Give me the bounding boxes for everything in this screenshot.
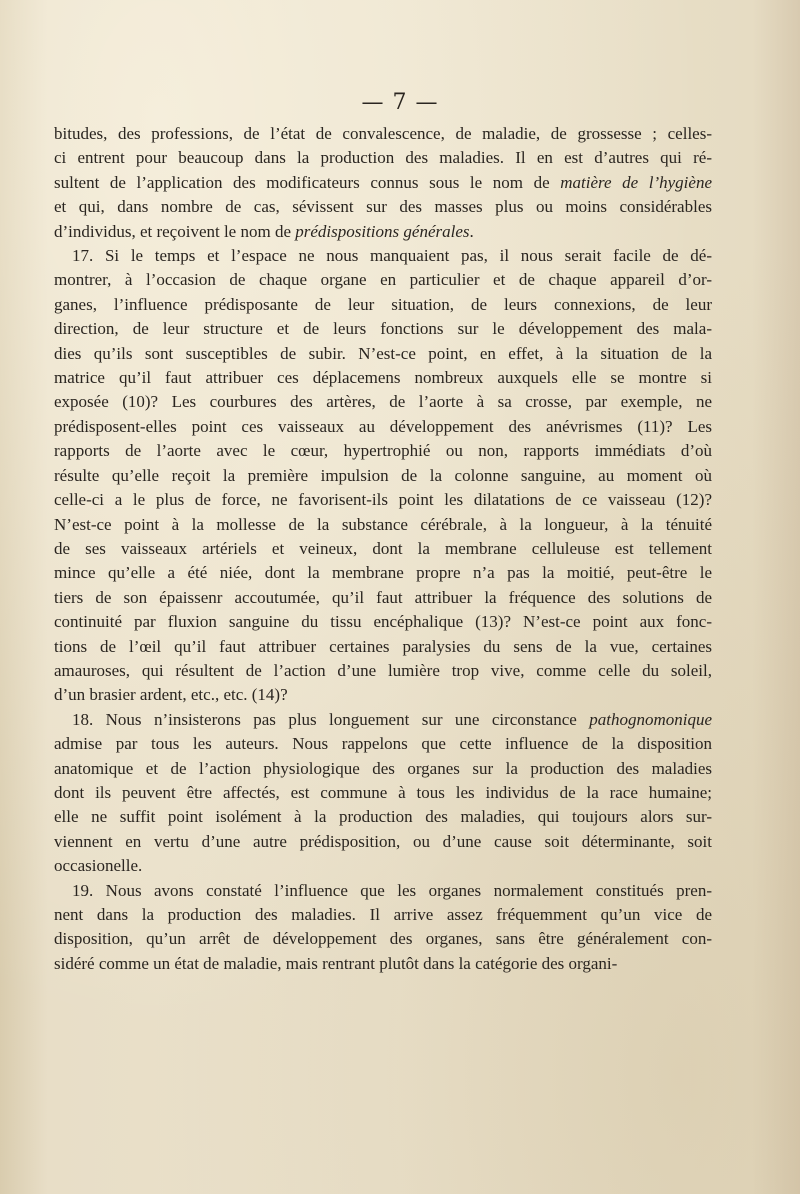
italic-term: prédispositions générales xyxy=(295,221,470,241)
text-line xyxy=(54,757,712,781)
text-line xyxy=(54,293,712,317)
body-text xyxy=(54,122,712,976)
text-line xyxy=(54,464,712,488)
text-line xyxy=(54,513,712,537)
text-line xyxy=(54,415,712,439)
text-line xyxy=(54,439,712,463)
text-run: mince qu’elle a été niée, dont la membrane propre n’a pas la moitié, peut-être le xyxy=(54,563,712,583)
text-run: celle-ci a le plus de force, ne favorisent-ils point les dilatations de ce vaisseau (12)? xyxy=(54,490,712,510)
text-run: d’individus, et reçoivent le nom de xyxy=(54,221,296,241)
text-run: continuité par fluxion sanguine du tissu encéphalique (13)? N’est-ce point aux fonc- xyxy=(54,612,712,632)
text-run: 17. Si le temps et l’espace ne nous manquaient pas, il nous serait facile de dé- xyxy=(72,246,712,266)
text-line xyxy=(54,488,712,512)
text-run: ganes, l’influence prédisposante de leur situation, de leurs connexions, de leur xyxy=(54,294,712,314)
text-run: sidéré comme un état de maladie, mais rentrant plutôt dans la catégorie des organi- xyxy=(54,953,618,973)
text-line xyxy=(54,903,712,927)
text-run: matrice qu’il faut attribuer ces déplacemens nombreux auxquels elle se montre si xyxy=(54,368,712,388)
text-line xyxy=(54,635,712,659)
paragraph-p18 xyxy=(54,708,712,879)
text-run: . xyxy=(469,221,474,241)
text-run: de ses vaisseaux artériels et veineux, dont la membrane celluleuse est tellement xyxy=(54,538,712,558)
text-line xyxy=(54,390,712,414)
text-run: dont ils peuvent être affectés, est commune à tous les individus de la race humaine; xyxy=(54,782,712,802)
italic-term: pathognomonique xyxy=(589,709,712,729)
text-line xyxy=(54,268,712,292)
text-run: nent dans la production des maladies. Il arrive assez fréquemment qu’un vice de xyxy=(54,905,712,924)
paragraph-p17 xyxy=(54,244,712,708)
text-run: bitudes, des professions, de l’état de convalescence, de maladie, de grossesse ; celles- xyxy=(54,124,712,143)
text-run: 19. Nous avons constaté l’influence que les organes normalement constitués pren- xyxy=(72,880,712,900)
text-run: amauroses, qui résultent de l’action d’une lumière trop vive, comme celle du soleil, xyxy=(54,660,712,680)
text-run: d’un brasier ardent, etc., etc. (14)? xyxy=(54,685,288,705)
text-run: elle ne suffit point isolément à la production des maladies, qui toujours alors sur- xyxy=(54,807,712,827)
text-line xyxy=(54,879,712,903)
text-line xyxy=(54,732,712,756)
text-run: dies qu’ils sont susceptibles de subir. N’est-ce point, en effet, à la situation de la xyxy=(54,343,712,363)
text-line xyxy=(54,781,712,805)
text-line xyxy=(54,659,712,683)
text-line xyxy=(54,244,712,268)
text-run: prédisposent-elles point ces vaisseaux au développement des anévrismes (11)? Les xyxy=(54,416,712,436)
paragraph-p19 xyxy=(54,879,712,977)
text-line xyxy=(54,927,712,951)
paragraph-p16-end xyxy=(54,122,712,244)
page-number: — 7 — xyxy=(361,90,439,115)
text-run: 18. Nous n’insisterons pas plus longuement sur une circonstance xyxy=(72,709,590,729)
italic-term: matière de l’hygiène xyxy=(560,172,712,192)
text-run: admise par tous les auteurs. Nous rappelons que cette influence de la disposition xyxy=(54,734,712,754)
text-line xyxy=(54,342,712,366)
text-run: résulte qu’elle reçoit la première impulsion de la colonne sanguine, au moment où xyxy=(54,465,712,485)
text-run: et qui, dans nombre de cas, sévissent sur des masses plus ou moins considérables xyxy=(54,197,712,217)
text-run: sultent de l’application des modificateurs connus sous le nom de xyxy=(54,172,561,192)
text-line xyxy=(54,146,712,170)
text-line xyxy=(54,586,712,610)
text-line xyxy=(54,537,712,561)
text-run: tions de l’œil qu’il faut attribuer certaines paralysies du sens de la vue, certaines xyxy=(54,636,712,656)
text-line xyxy=(54,366,712,390)
text-line xyxy=(54,122,712,146)
text-run: ci entrent pour beaucoup dans la production des maladies. Il en est d’autres qui ré- xyxy=(54,148,712,168)
text-line xyxy=(54,610,712,634)
text-line xyxy=(54,220,712,244)
text-line xyxy=(54,317,712,341)
text-line xyxy=(54,708,712,732)
text-line xyxy=(54,195,712,219)
text-line xyxy=(54,830,712,854)
text-run: rapports de l’aorte avec le cœur, hypertrophié ou non, rapports immédiats d’où xyxy=(54,441,712,461)
text-run: direction, de leur structure et de leurs fonctions sur le développement des mala- xyxy=(54,319,712,339)
text-run: viennent en vertu d’une autre prédisposition, ou d’une cause soit déterminante, soit xyxy=(54,831,712,851)
text-run: montrer, à l’occasion de chaque organe en particulier et de chaque appareil d’or- xyxy=(54,270,712,290)
text-line xyxy=(54,854,712,878)
text-run: anatomique et de l’action physiologique des organes sur la production des maladies xyxy=(54,758,712,778)
text-run: occasionelle. xyxy=(54,856,143,876)
text-run: tiers de son épaissenr accoutumée, qu’il faut attribuer la fréquence des solutions de xyxy=(54,587,712,607)
text-line xyxy=(54,683,712,707)
text-line xyxy=(54,561,712,585)
text-run: disposition, qu’un arrêt de développement des organes, sans être généralement con- xyxy=(54,929,712,949)
text-line xyxy=(54,952,712,976)
text-run: N’est-ce point à la mollesse de la substance cérébrale, à la longueur, à la ténuité xyxy=(54,514,712,534)
text-line xyxy=(54,171,712,195)
text-line xyxy=(54,805,712,829)
text-run: exposée (10)? Les courbures des artères, de l’aorte à sa crosse, par exemple, ne xyxy=(54,392,712,412)
